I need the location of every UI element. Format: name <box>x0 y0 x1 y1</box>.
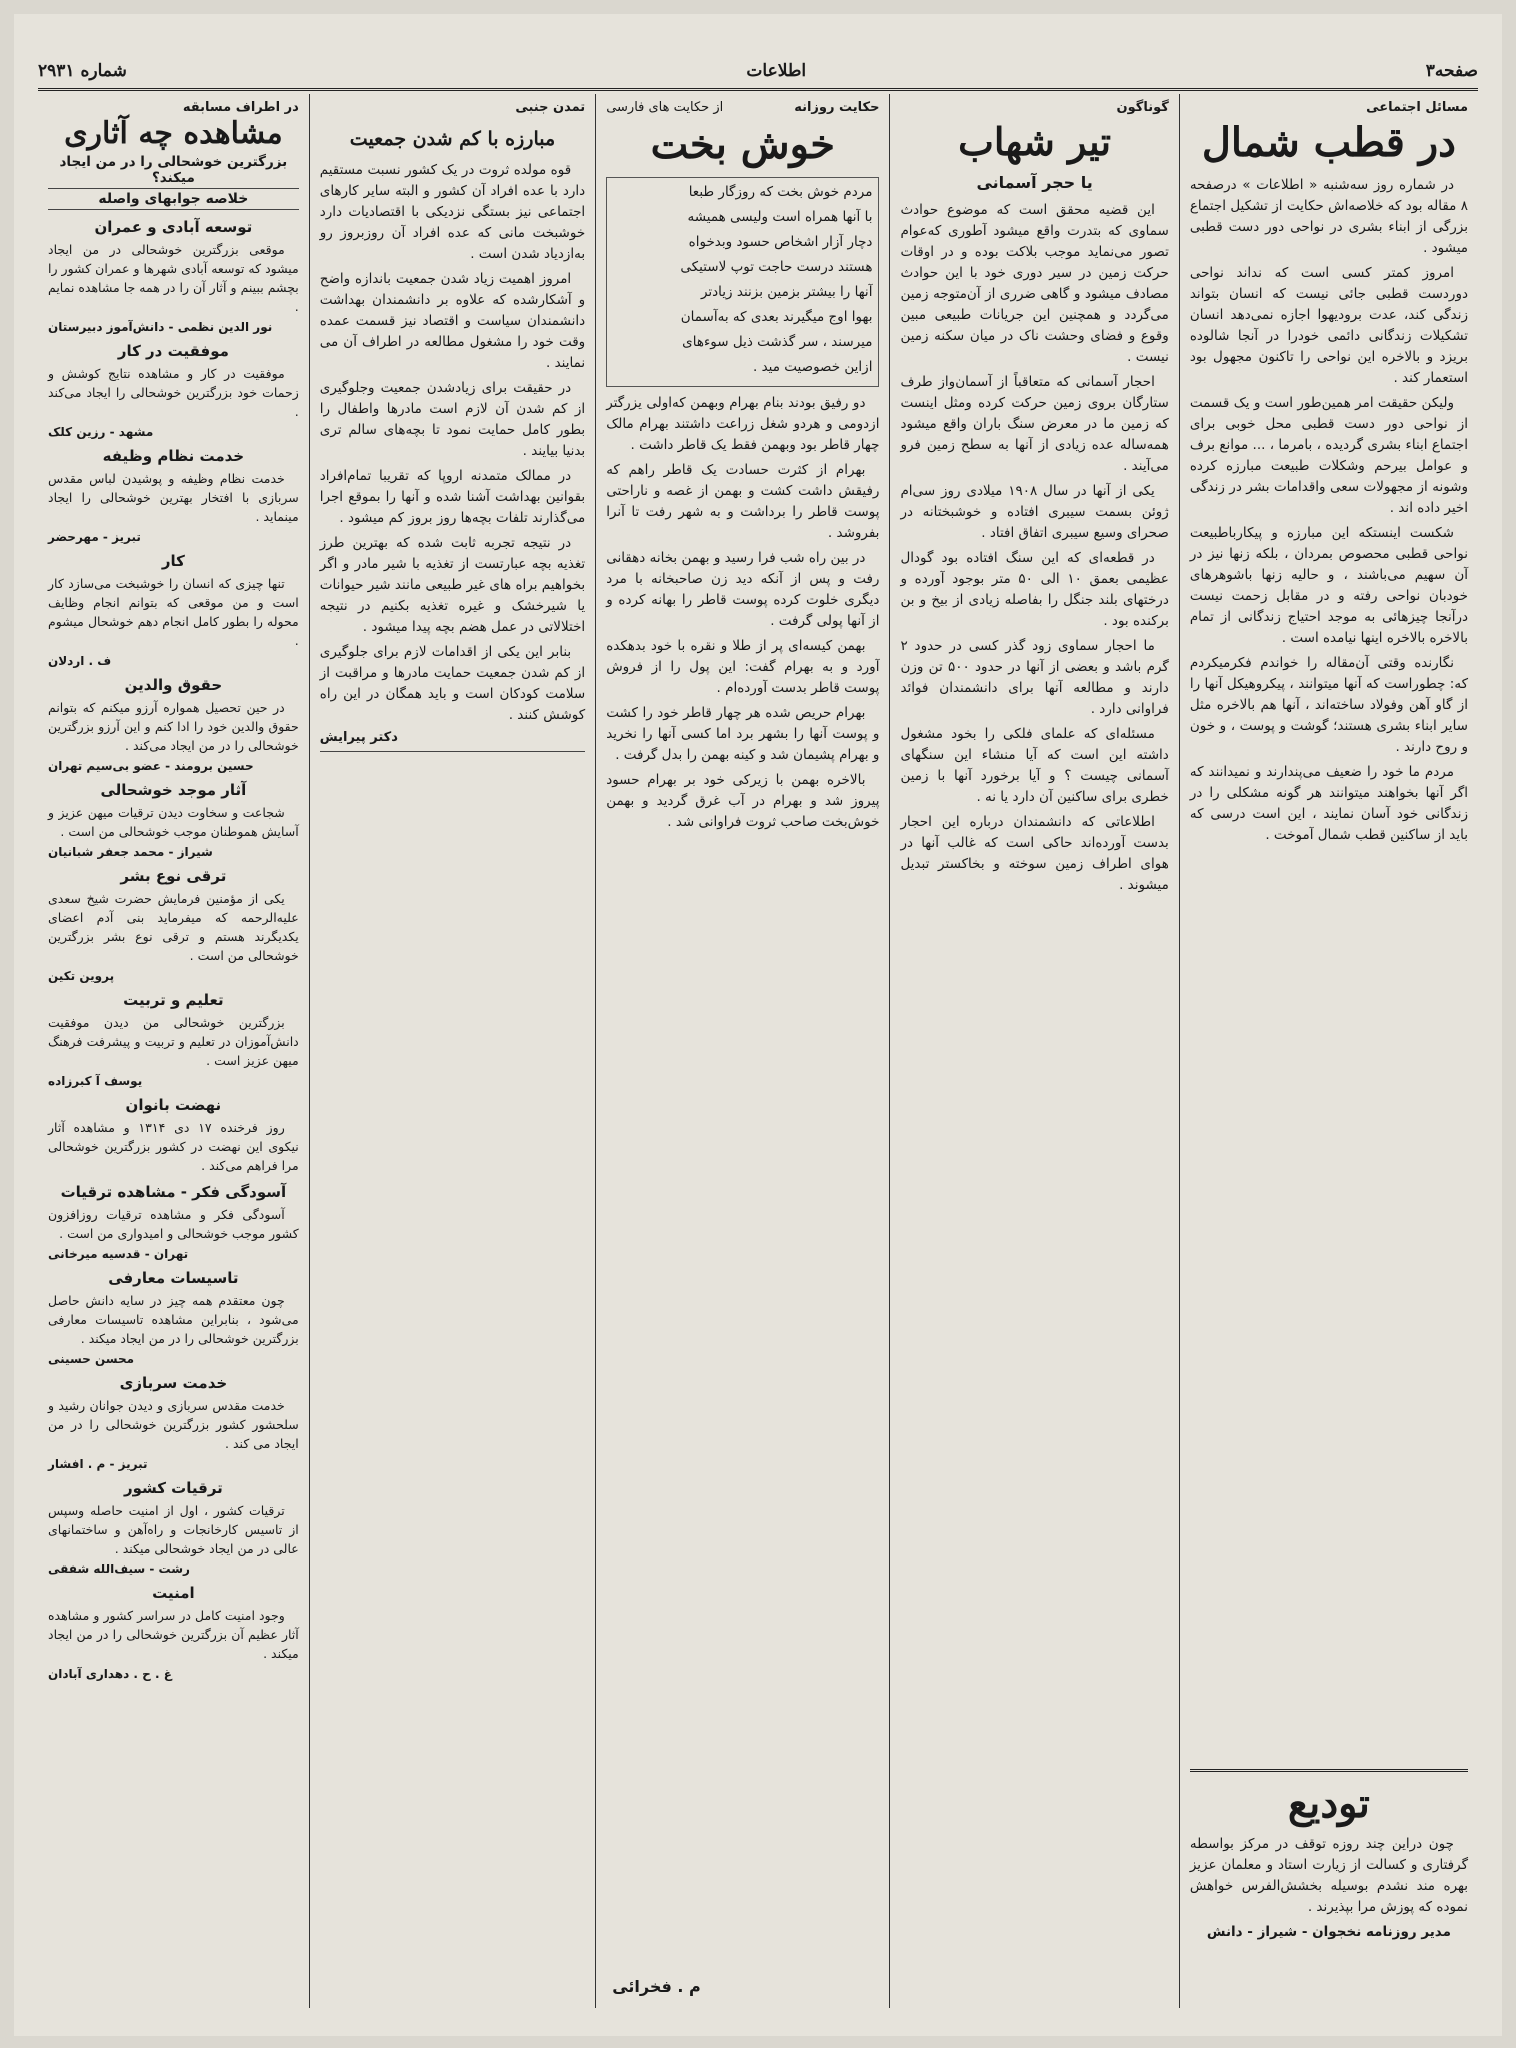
answer-text: یکی از مؤمنین فرمایش حضرت شیخ سعدی علیه‌الرحمه که میفرماید بنی آدم اعضای یکدیگرند هستم و ترقی نوع بشر بزرگترین خوشحالی من است . <box>48 891 299 963</box>
answer-text: آسودگی فکر و مشاهده ترقیات روزافزون کشور موجب خوشحالی و امیدواری من است . <box>48 1207 299 1241</box>
paragraph: بهرام از کثرت حسادت یک قاطر راهم که رفیقش داشت کشت و بهمن از غصه و ناراحتی پوست قاطر را برداشت و به شهر رفت تا آنرا بفروشد . <box>606 462 880 541</box>
answer-signature: حسین برومند - عضو بی‌سیم تهران <box>48 759 254 773</box>
paragraph: مسئله‌ای که علمای فلکی را بخود مشغول داشته این است که آیا منشاء این سنگهای آسمانی چیست ؟ و آیا برخورد آنها با زمین خطری برای ساکنین آن دارد یا نه . <box>900 725 1169 805</box>
verse-line: هستند درست حاجت توپ لاستیکی <box>680 259 873 275</box>
paragraph: شکست اینستکه این مبارزه و پیکارباطبیعت نواحی قطبی محصوص بمردان ، بلکه زنها نیز در آن سهیم می‌باشند ، و حالیه زنها باشوهرهای خودبان نواحی رفته و در مقابل زحمت نیست درآنجا چیزهائی به موجد احتیاج زندگانی از تمام بالاخره بالاخره اینها نیامده است . <box>1189 525 1468 646</box>
answer-text: موقعی بزرگترین خوشحالی در من ایجاد میشود که توسعه آبادی شهرها و عمران کشور را بچشم ببینم و آثار آن را در همه جا مشاهده نمایم . <box>48 242 299 314</box>
answer-heading: حقوق والدین <box>124 676 223 694</box>
answer-text: وجود امنیت کامل در سراسر کشور و مشاهده آثار عظیم آن بزرگترین خوشحالی را در من ایجاد میکند . <box>48 1608 299 1661</box>
paragraph: بهرام حریص شده هر چهار قاطر خود را کشت و پوست آنها را بشهر برد اما کسی آنها را نخرید و بهرام پشیمان شد و کینه بهمن را بدل گرفت . <box>606 705 880 763</box>
article-population <box>309 94 595 2008</box>
paragraph: بنابر این یکی از اقدامات لازم برای جلوگیری از کم شدن جمعیت حمایت مادرها و مراقبت از سلامت کودکان است و باید همگان در این راه کوشش کنند . <box>319 643 586 723</box>
answer-signature: تبریز - م . افشار <box>48 1457 148 1471</box>
answer-heading: ترقیات کشور <box>123 1479 223 1497</box>
answer-heading: تاسیسات معارفی <box>108 1269 239 1287</box>
article-title: مبارزه با کم شدن جمعیت <box>349 128 556 150</box>
verse-line: دچار آزار اشخاص حسود وبدخواه <box>688 234 873 250</box>
article-meteor <box>889 94 1178 2008</box>
answer-text: چون معتقدم همه چیز در سایه دانش حاصل می‌شود ، بنابراین مشاهده تاسیسات معارفی بزرگترین خوشحالی را در من ایجاد میکند . <box>48 1293 299 1346</box>
answer-heading: خدمت نظام وظیفه <box>102 447 245 465</box>
answer-text: روز فرخنده ۱۷ دی ۱۳۱۴ و مشاهده آثار نیکوی این نهضت در کشور بزرگترین خوشحالی مرا فراهم می‌کند . <box>48 1120 299 1173</box>
author-signature: م . فخرائی <box>612 1977 701 1996</box>
answer-heading: موفقیت در کار <box>117 342 229 360</box>
answer-heading: آسودگی فکر - مشاهده ترقیات <box>60 1183 287 1201</box>
article-body <box>48 218 299 1681</box>
paragraph: در ممالک متمدنه اروپا که تقریبا تمام‌افراد بقوانین بهداشت آشنا شده و آنها را بموقع اجرا می‌گذارند تلفات بچه‌ها روز بروز کم میشود . <box>319 467 586 526</box>
answer-signature: رشت - سیف‌الله شفقی <box>48 1562 190 1576</box>
answer-text: شجاعت و سخاوت دیدن ترقیات میهن عزیز و آسایش هموطنان موجب خوشحالی من است . <box>48 805 299 839</box>
article-lucky-one <box>595 94 889 2008</box>
issue-number: شماره ۲۹۳۱ <box>38 61 127 81</box>
article-contest <box>38 94 309 2008</box>
notice-signature: مدیر روزنامه نخجوان - شیراز - دانش <box>1206 1924 1451 1940</box>
paragraph: در حقیقت برای زیادشدن جمعیت وجلوگیری از کم شدن آن لازم است مادرها واطفال را بطور کامل حمایت نمود تا بچه‌های سالم تری بدنیا بیایند . <box>319 379 586 459</box>
paragraph: امروز کمتر کسی است که نداند نواحی دوردست قطبی جائی نیست که انسان بتواند زندگی کند، عدت برودیهوا اجازه نمی‌دهد انسان تشکیلات زندگانی دائمی خودرا در آنجا شالوده بریزد و بالاخره این نواحی را تاکنون مجهول بود استعمار کند . <box>1189 265 1468 386</box>
answer-text: ترقیات کشور ، اول از امنیت حاصله وسپس از تاسیس کارخانجات و راه‌آهن و ساختمانهای عالی در من ایجاد خوشحالی میکند . <box>48 1503 299 1556</box>
answer-signature: ف . اردلان <box>48 654 112 668</box>
answer-signature: تبریز - مهرحضر <box>48 530 141 544</box>
paragraph: این قضیه محقق است که موضوع حوادث سماوی که بتدرت واقع میشود آطوری که‌عوام تصور می‌نماید موجب بلاکت بوده و در اوقات حرکت زمین در سیر دوری خود با این حوادث مصادف میشود و گاهی ضرری از آن‌متوجه زمین می‌گردد و همچنین این جریانات طبیعی مبین وقوع و فضای وحشت ناک در میان سکنه زمین نیست . <box>900 201 1169 365</box>
article-verses <box>606 177 879 387</box>
newspaper-name: اطلاعات <box>746 61 807 81</box>
answer-heading: نهضت بانوان <box>125 1096 222 1114</box>
article-kicker: حکایت روزانه <box>794 100 880 115</box>
paragraph: امروز اهمیت زیاد شدن جمعیت باندازه واضح و آشکارشده که علاوه بر دانشمندان بهداشت دانشمندان سیاست و اقتصاد نیز قسمت عمده وقت خود را مشغول مطالعه در اطراف آن می نمایند . <box>319 270 586 371</box>
answer-signature: شیراز - محمد جعفر شبانیان <box>48 845 213 859</box>
article-body <box>320 160 585 726</box>
paragraph: دو رفیق بودند بنام بهرام وبهمن که‌اولی یزرگتر ازدومی و هردو شغل زراعت داشتند بهرام مالک چهار قاطر بود وبهمن فقط یک قاطر داشت . <box>606 395 880 453</box>
answer-heading: ترقی نوع بشر <box>120 867 227 885</box>
paragraph: بالاخره بهمن با زیرکی خود بر بهرام حسود پیروز شد و بهرام در آب‌ غرق گردید و بهمن خوش‌بخت صاحب ثروت فراوانی شد . <box>606 772 880 830</box>
author-signature: دکتر پیرایش <box>319 729 398 745</box>
answer-text: بزرگترین خوشحالی من دیدن موفقیت دانش‌آموزان در تعلیم و تربیت و پیشرفت فرهنگ میهن عزیز است . <box>48 1015 299 1068</box>
article-body <box>900 200 1168 896</box>
notice-box <box>1190 1769 1468 2008</box>
paragraph: در بین راه شب فرا رسید و بهمن بخانه دهقانی رفت و پس از آنکه دید زن صاحبخانه با مرد دیگری خلوت کرده پوست قاطر را بهانه کرده و از آنها پولی گرفت . <box>606 550 880 629</box>
article-title: مشاهده چه آثاری <box>64 116 283 151</box>
article-kicker: تمدن جنبی <box>515 100 586 115</box>
answer-signature: پروین تکین <box>48 969 115 983</box>
article-kicker: مسائل اجتماعی <box>1366 100 1468 115</box>
article-subtitle: بزرگترین خوشحالی را در من ایجاد میکند؟ <box>59 154 288 186</box>
answer-heading: خدمت سربازی <box>119 1374 228 1392</box>
answer-signature: غ . ح . دهداری آبادان <box>48 1667 172 1681</box>
answer-text: تنها چیزی که انسان را خوشبخت می‌سازد کار است و من موقعی که بتوانم انجام وظایف محوله را بطور کامل انجام دهم خوشحال میشوم . <box>48 576 299 648</box>
paragraph: ما احجار سماوی زود گذر کسی در حدود ۲ گرم باشد و بعضی از آنها در حدود ۵۰۰ تن وزن دارند و مطالعه آنها برای دانشمندان فوائد فراوانی دارد . <box>900 637 1169 717</box>
answer-signature: یوسف آ کبرزاده <box>48 1074 143 1088</box>
article-title: تیر شهاب <box>958 119 1112 164</box>
answer-heading: تعلیم و تربیت <box>123 991 224 1009</box>
notice-title: تودیع <box>1287 1780 1370 1827</box>
paragraph: قوه مولده ثروت در یک کشور نسبت مستقیم دارد با عده افراد آن کشور و البته سایر کارهای اجتماعی نیز بستگی نزدیکی با اقتصادیات دارد خوشبخت مانی که عده افراد آن روزبروز رو به‌ازدیاد شدن است . <box>319 161 586 262</box>
verse-line: مردم خوش بخت که روزگار طبعا <box>688 184 873 200</box>
answer-heading: امنیت <box>152 1584 195 1602</box>
verse-line: با آنها همراه است ولیسی همیشه <box>687 209 873 225</box>
answer-signature: مشهد - رزین کلک <box>48 425 154 439</box>
answer-text: در حین تحصیل همواره آرزو میکنم که بتوانم حقوق والدین خود را ادا کنم و این آرزو بزرگترین خوشحالی را در من ایجاد می‌کند . <box>48 700 299 753</box>
answer-signature: محسن حسینی <box>48 1352 135 1366</box>
paragraph: در نتیجه تجربه ثابت شده که بهترین طرز تغذیه بچه عبارتست از تغذیه با شیر مادر و اگر بخواهیم براه های غیر طبیعی مانند شیر حیوانات یا شیرخشک و غیره تغذیه بکنیم در نتیجه اختلالاتی در عمل هضم بچه پیدا میشود . <box>319 534 586 635</box>
paragraph: ولیکن حقیقت امر همین‌طور است و یک قسمت از نواحی دور دست قطبی محل خوبی برای اجتماع ابناء بشری گردیده ، بامرما ، ... موانع برف و عوامل بیرحم وشکلات طبیعت مبارزه کرده وشونه از مجهولات سعی واقدامات بشر در زندگی اخیر داده اند . <box>1189 395 1468 516</box>
article-body <box>606 393 879 833</box>
verse-line: آنها را بیشتر بزمین بزنند زیادتر <box>700 284 873 300</box>
answer-heading: کار <box>161 552 185 570</box>
answer-signature: نور الدین نظمی - دانش‌آموز دبیرستان <box>48 320 273 334</box>
notice-text: چون دراین چند روزه توقف در مرکز بواسطه گرفتاری و کسالت از زیارت استاد و معلمان عزیز بهره مند نشدم بوسیله بخشش‌الفرس خواهش نموده که پوزش مرا بپذیرند . <box>1189 1836 1468 1915</box>
answer-text: موفقیت در کار و مشاهده نتایج کوشش و زحمات خود بزرگترین خوشحالی را ایجاد می‌کند . <box>48 366 299 419</box>
newspaper-page <box>14 14 1502 2036</box>
answer-text: خدمت مقدس سربازی و دیدن جوانان رشید و سلحشور کشور بزرگترین خوشحالی را در من ایجاد می کند . <box>48 1398 299 1451</box>
page-header <box>38 54 1478 91</box>
answer-heading: آثار موجد خوشحالی <box>100 781 247 799</box>
article-kicker-secondary: از حکایت های فارسی <box>606 100 724 115</box>
article-north-pole <box>1179 94 1478 2008</box>
paragraph: یکی از آنها در سال ۱۹۰۸ میلادی روز سی‌ام ژوئن بسمت سیبری افتاده و خوشبختانه در صحرای وسیع سیبری اتفاق افتاد . <box>900 482 1169 541</box>
article-title: در قطب شمال <box>1201 119 1456 166</box>
answer-heading: توسعه آبادی و عمران <box>94 218 253 236</box>
paragraph: در شماره روز سه‌شنبه « اطلاعات » درصفحه ۸ مقاله بود که خلاصه‌اش حکایت از تشکیل اجتماع بزرگی از ابناء بشری در نواحی دور دست قطبی میشود . <box>1189 177 1468 256</box>
paragraph: احجار آسمانی که متعاقباً از آسمان‌واز طرف ستارگان بروی زمین حرکت کرده ومثل اینست که زمین ما در معرض سنگ باران واقع میشود همه‌ساله عده زیادی از آنها به سطح زمین فرو می‌آیند . <box>900 373 1169 474</box>
verse-line: میرسند ، سر گذشت ذیل سوء‌های <box>682 334 873 350</box>
paragraph: در قطعه‌ای که این سنگ افتاده بود گودال عظیمی بعمق ۱۰ الی ۵۰ متر بوجود آورده و درختهای بلند جنگل را بفاصله زیادی از بیخ و بن برکنده بود . <box>900 549 1169 629</box>
article-kicker: در اطراف مسابقه <box>182 100 299 115</box>
paragraph: مردم ما خود را ضعیف می‌پندارند و نمیدانند که اگر آنها بخواهند میتوانند هر گونه مشکلی را در زندگانی خود آسان نمایند ، این است درسی که باید از ساکنین قطب شمال آموخت . <box>1189 764 1468 843</box>
article-subtitle-2: خلاصه جوابهای واصله <box>48 188 299 210</box>
paragraph: نگارنده وقتی آن‌مقاله را خواندم فکرمیکردم که: چطوراست که آنها میتوانند ، پیکروهیکل آنها را از گاو آهن وفولاد ساخته‌اند ، آنها هم بالاخره مثل سایر ابناء بشری هستند؛ گوشت و پوست ، و خون و روح دارند . <box>1189 655 1468 755</box>
article-columns <box>38 94 1478 2008</box>
page-number: صفحه۳ <box>1425 61 1478 81</box>
answer-signature: تهران - قدسیه میرخانی <box>48 1247 189 1261</box>
paragraph: اطلاعاتی که دانشمندان درباره این احجار بدست آورده‌اند حاکی است که غالب آنها در هوای اطراف زمین سوخته و بخاکستر تبدیل میشوند . <box>900 813 1169 893</box>
article-title: خوش بخت <box>650 121 835 168</box>
article-kicker: گوناگون <box>1116 100 1169 115</box>
answer-text: خدمت نظام وظیفه و پوشیدن لباس مقدس سربازی با افتخار بهترین خوشحالی را ایجاد مینماید . <box>48 471 299 524</box>
paragraph: بهمن کیسه‌ای پر از طلا و نقره با خود بدهکده آورد و به بهرام گفت: این پول را از فروش پوست قاطر بدست آورده‌ام . <box>606 638 880 696</box>
article-body <box>1190 175 1468 846</box>
article-subtitle: یا حجر آسمانی <box>976 172 1093 192</box>
divider <box>320 751 585 752</box>
verse-line: بهوا اوج میگیرند بعدی که به‌آسمان <box>680 309 873 325</box>
verse-line: ازاین خصوصیت مید . <box>753 359 873 375</box>
